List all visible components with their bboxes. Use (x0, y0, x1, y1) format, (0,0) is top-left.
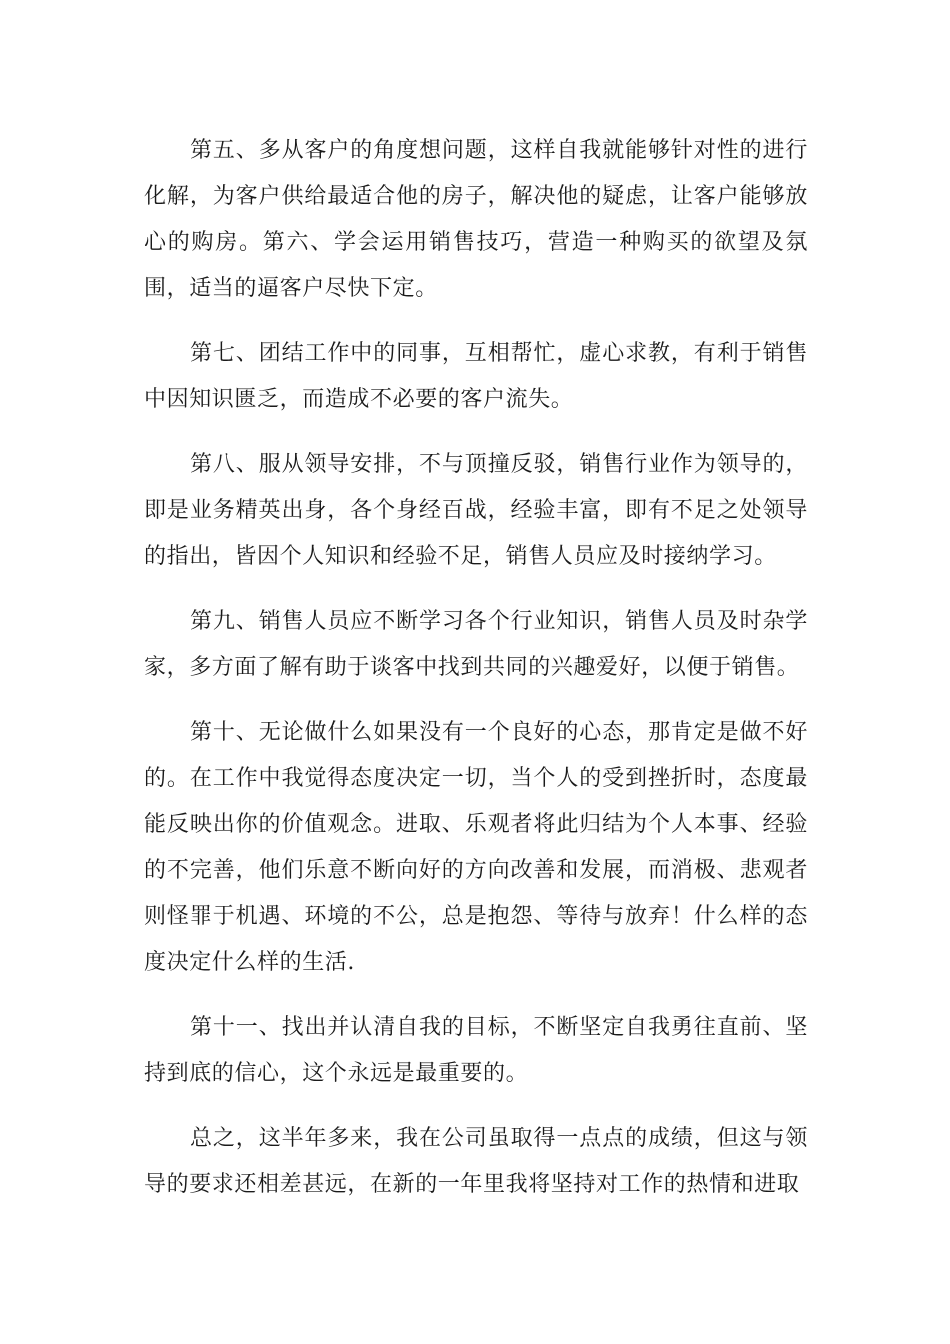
paragraph-summary: 总之，这半年多来，我在公司虽取得一点点的成绩，但这与领导的要求还相差甚远，在新的一年里我将坚持对工作的热情和进取 (144, 1126, 808, 1197)
paragraph-10: 第十、无论做什么如果没有一个良好的心态，那肯定是做不好的。在工作中我觉得态度决定一切，当个人的受到挫折时，态度最能反映出你的价值观念。进取、乐观者将此归结为个人本事、经验的不完善，他们乐意不断向好的方向改善和发展，而消极、悲观者则怪罪于机遇、环境的不公，总是抱怨、等待与放弃！什么样的态度决定什么样的生活. (144, 720, 808, 975)
paragraph-8: 第八、服从领导安排，不与顶撞反驳，销售行业作为领导的，即是业务精英出身，各个身经百战，经验丰富，即有不足之处领导的指出，皆因个人知识和经验不足，销售人员应及时接纳学习。 (144, 452, 808, 569)
paragraph-5: 第五、多从客户的角度想问题，这样自我就能够针对性的进行化解，为客户供给最适合他的房子，解决他的疑虑，让客户能够放心的购房。第六、学会运用销售技巧，营造一种购买的欲望及氛围，适当的逼客户尽快下定。 (144, 138, 808, 301)
paragraph-7: 第七、团结工作中的同事，互相帮忙，虚心求教，有利于销售中因知识匮乏，而造成不必要的客户流失。 (144, 341, 808, 412)
paragraph-9: 第九、销售人员应不断学习各个行业知识，销售人员及时杂学家，多方面了解有助于谈客中找到共同的兴趣爱好，以便于销售。 (144, 609, 808, 680)
paragraph-11: 第十一、找出并认清自我的目标，不断坚定自我勇往直前、坚持到底的信心，这个永远是最重要的。 (144, 1015, 808, 1086)
document-body (144, 128, 808, 1227)
